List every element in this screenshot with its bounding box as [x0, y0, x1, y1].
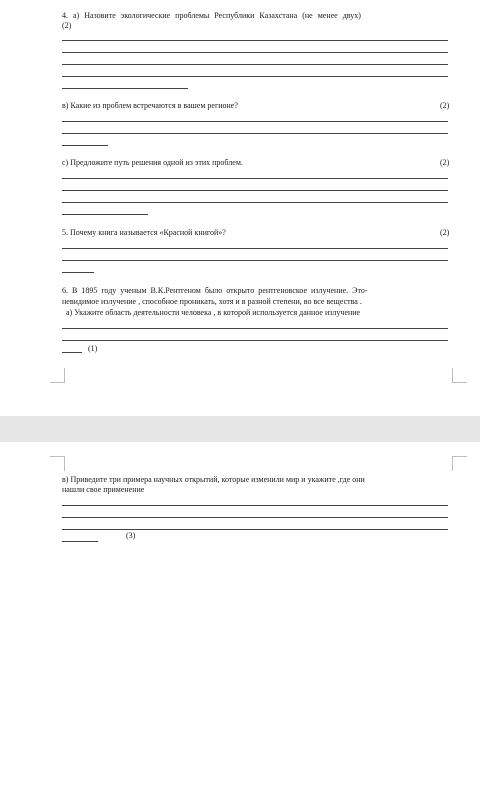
question-4c-text: с) Предложите путь решения одной из этих проблем. [62, 158, 243, 167]
question-4b-text: в) Какие из проблем встречаются в вашем регионе? [62, 101, 238, 110]
crop-mark [50, 456, 65, 471]
answer-line [62, 52, 448, 53]
question-4a-points: (2) [62, 21, 72, 30]
crop-mark [452, 456, 467, 471]
answer-line [62, 328, 448, 329]
answer-line-short [62, 541, 98, 542]
answer-line [62, 178, 448, 179]
answer-line [62, 76, 448, 77]
answer-line [62, 202, 448, 203]
question-4a-text: 4. а) Назовите экологические проблемы Республики Казахстана (не менее двух) [62, 11, 361, 20]
answer-line [62, 340, 448, 341]
question-6b-line1: в) Приведите три примера научных открытий, которые изменили мир и укажите ,где они [62, 475, 365, 484]
question-4c-points: (2) [440, 158, 450, 167]
question-6b-line2: нашли свое применение [62, 485, 145, 494]
crop-mark [452, 368, 467, 383]
document-page-2 [0, 442, 480, 800]
question-4b-points: (2) [440, 101, 450, 110]
answer-line [62, 260, 448, 261]
answer-line [62, 505, 448, 506]
answer-line-short [62, 145, 108, 146]
crop-mark [50, 368, 65, 383]
answer-line [62, 248, 448, 249]
answer-line [62, 121, 448, 122]
answer-line [62, 529, 448, 530]
question-6-line1: 6. В 1895 году ученым В.К.Рентгеном было открыто рентгеновское излучение. Это- [62, 286, 368, 295]
answer-line-short [62, 272, 94, 273]
question-6-line2: невидимое излучение , способное проникать, хотя и в разной степени, во все вещества . [62, 297, 362, 306]
answer-line-short [62, 352, 82, 353]
answer-line [62, 64, 448, 65]
answer-line [62, 517, 448, 518]
answer-line [62, 40, 448, 41]
question-6b-points: (3) [126, 531, 136, 540]
question-6a-text: а) Укажите область деятельности человека , в которой используется данное излучение [66, 308, 361, 317]
question-6a-points: (1) [88, 344, 98, 353]
question-5-text: 5. Почему книга называется «Красной книгой»? [62, 228, 226, 237]
answer-line-short [62, 88, 188, 89]
answer-line [62, 190, 448, 191]
answer-line-short [62, 214, 148, 215]
question-5-points: (2) [440, 228, 450, 237]
answer-line [62, 133, 448, 134]
page-separator [0, 416, 480, 442]
